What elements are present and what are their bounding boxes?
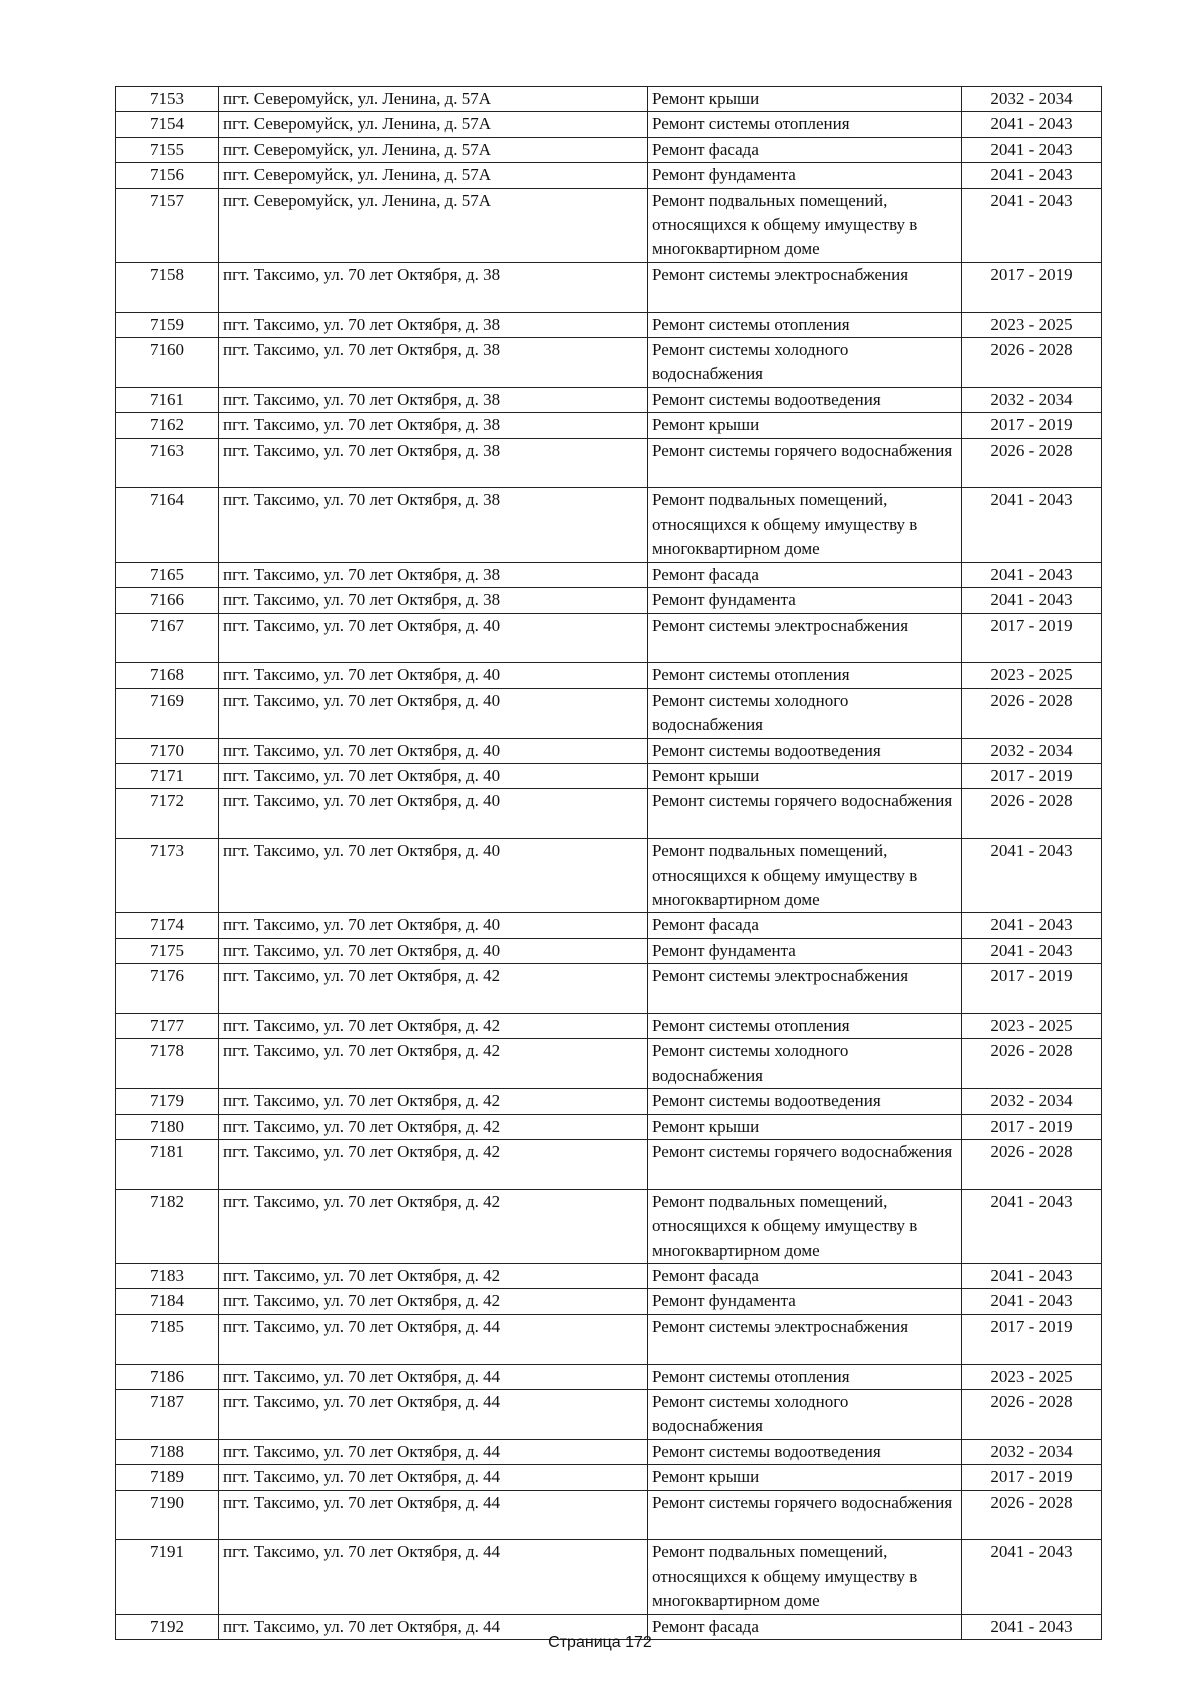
period-cell: 2026 - 2028 <box>962 438 1102 488</box>
period-cell: 2032 - 2034 <box>962 87 1102 112</box>
period-cell: 2041 - 2043 <box>962 562 1102 587</box>
work-type-cell: Ремонт подвальных помещений, относящихся к общему имуществу в многоквартирном доме <box>648 1189 962 1263</box>
period-cell: 2041 - 2043 <box>962 112 1102 137</box>
period-cell: 2017 - 2019 <box>962 964 1102 1014</box>
period-cell: 2032 - 2034 <box>962 387 1102 412</box>
address-cell: пгт. Таксимо, ул. 70 лет Октября, д. 44 <box>219 1364 648 1389</box>
work-type-cell: Ремонт фасада <box>648 1264 962 1289</box>
table-row <box>116 1314 1102 1364</box>
work-type-cell: Ремонт системы горячего водоснабжения <box>648 1139 962 1189</box>
work-type-cell: Ремонт крыши <box>648 87 962 112</box>
work-type-cell: Ремонт системы отопления <box>648 1013 962 1038</box>
period-cell: 2026 - 2028 <box>962 1139 1102 1189</box>
table-row <box>116 1465 1102 1490</box>
work-type-cell: Ремонт крыши <box>648 763 962 788</box>
row-number-cell: 7185 <box>116 1314 219 1364</box>
table-row <box>116 163 1102 188</box>
work-type-cell: Ремонт подвальных помещений, относящихся к общему имуществу в многоквартирном доме <box>648 839 962 913</box>
work-type-cell: Ремонт крыши <box>648 1114 962 1139</box>
work-type-cell: Ремонт крыши <box>648 1465 962 1490</box>
period-cell: 2026 - 2028 <box>962 1490 1102 1540</box>
address-cell: пгт. Таксимо, ул. 70 лет Октября, д. 40 <box>219 613 648 663</box>
work-type-cell: Ремонт системы электроснабжения <box>648 262 962 312</box>
table-row <box>116 964 1102 1014</box>
work-type-cell: Ремонт системы электроснабжения <box>648 1314 962 1364</box>
address-cell: пгт. Северомуйск, ул. Ленина, д. 57А <box>219 163 648 188</box>
row-number-cell: 7176 <box>116 964 219 1014</box>
address-cell: пгт. Таксимо, ул. 70 лет Октября, д. 38 <box>219 312 648 337</box>
work-type-cell: Ремонт системы горячего водоснабжения <box>648 789 962 839</box>
period-cell: 2026 - 2028 <box>962 338 1102 388</box>
row-number-cell: 7169 <box>116 688 219 738</box>
work-type-cell: Ремонт системы водоотведения <box>648 1089 962 1114</box>
work-type-cell: Ремонт системы отопления <box>648 312 962 337</box>
address-cell: пгт. Таксимо, ул. 70 лет Октября, д. 42 <box>219 1139 648 1189</box>
address-cell: пгт. Таксимо, ул. 70 лет Октября, д. 44 <box>219 1439 648 1464</box>
table-row <box>116 1089 1102 1114</box>
table-row <box>116 738 1102 763</box>
address-cell: пгт. Таксимо, ул. 70 лет Октября, д. 44 <box>219 1614 648 1639</box>
table-row <box>116 1490 1102 1540</box>
row-number-cell: 7178 <box>116 1039 219 1089</box>
period-cell: 2026 - 2028 <box>962 688 1102 738</box>
row-number-cell: 7187 <box>116 1390 219 1440</box>
work-type-cell: Ремонт подвальных помещений, относящихся к общему имуществу в многоквартирном доме <box>648 188 962 262</box>
row-number-cell: 7175 <box>116 938 219 963</box>
address-cell: пгт. Таксимо, ул. 70 лет Октября, д. 42 <box>219 1013 648 1038</box>
period-cell: 2026 - 2028 <box>962 789 1102 839</box>
work-type-cell: Ремонт системы отопления <box>648 663 962 688</box>
address-cell: пгт. Северомуйск, ул. Ленина, д. 57А <box>219 112 648 137</box>
table-body <box>116 87 1102 1640</box>
period-cell: 2041 - 2043 <box>962 1189 1102 1263</box>
row-number-cell: 7172 <box>116 789 219 839</box>
table-row <box>116 188 1102 262</box>
address-cell: пгт. Таксимо, ул. 70 лет Октября, д. 42 <box>219 964 648 1014</box>
address-cell: пгт. Таксимо, ул. 70 лет Октября, д. 38 <box>219 562 648 587</box>
table-row <box>116 87 1102 112</box>
period-cell: 2017 - 2019 <box>962 1114 1102 1139</box>
row-number-cell: 7190 <box>116 1490 219 1540</box>
period-cell: 2023 - 2025 <box>962 1364 1102 1389</box>
address-cell: пгт. Таксимо, ул. 70 лет Октября, д. 42 <box>219 1089 648 1114</box>
period-cell: 2017 - 2019 <box>962 1465 1102 1490</box>
work-type-cell: Ремонт фундамента <box>648 1289 962 1314</box>
row-number-cell: 7159 <box>116 312 219 337</box>
row-number-cell: 7158 <box>116 262 219 312</box>
address-cell: пгт. Таксимо, ул. 70 лет Октября, д. 44 <box>219 1465 648 1490</box>
work-type-cell: Ремонт системы водоотведения <box>648 1439 962 1464</box>
address-cell: пгт. Таксимо, ул. 70 лет Октября, д. 44 <box>219 1540 648 1614</box>
work-type-cell: Ремонт фундамента <box>648 588 962 613</box>
period-cell: 2017 - 2019 <box>962 613 1102 663</box>
row-number-cell: 7182 <box>116 1189 219 1263</box>
table-row <box>116 1114 1102 1139</box>
work-type-cell: Ремонт крыши <box>648 413 962 438</box>
address-cell: пгт. Таксимо, ул. 70 лет Октября, д. 42 <box>219 1264 648 1289</box>
row-number-cell: 7192 <box>116 1614 219 1639</box>
period-cell: 2041 - 2043 <box>962 588 1102 613</box>
address-cell: пгт. Северомуйск, ул. Ленина, д. 57А <box>219 188 648 262</box>
table-row <box>116 613 1102 663</box>
row-number-cell: 7174 <box>116 913 219 938</box>
row-number-cell: 7170 <box>116 738 219 763</box>
table-row <box>116 137 1102 162</box>
period-cell: 2041 - 2043 <box>962 1614 1102 1639</box>
table-row <box>116 312 1102 337</box>
table-row <box>116 338 1102 388</box>
row-number-cell: 7165 <box>116 562 219 587</box>
table-row <box>116 1364 1102 1389</box>
address-cell: пгт. Таксимо, ул. 70 лет Октября, д. 38 <box>219 413 648 438</box>
row-number-cell: 7188 <box>116 1439 219 1464</box>
row-number-cell: 7154 <box>116 112 219 137</box>
address-cell: пгт. Таксимо, ул. 70 лет Октября, д. 44 <box>219 1314 648 1364</box>
work-type-cell: Ремонт системы холодного водоснабжения <box>648 1390 962 1440</box>
row-number-cell: 7181 <box>116 1139 219 1189</box>
row-number-cell: 7183 <box>116 1264 219 1289</box>
address-cell: пгт. Таксимо, ул. 70 лет Октября, д. 40 <box>219 789 648 839</box>
address-cell: пгт. Таксимо, ул. 70 лет Октября, д. 40 <box>219 938 648 963</box>
work-type-cell: Ремонт системы горячего водоснабжения <box>648 1490 962 1540</box>
row-number-cell: 7167 <box>116 613 219 663</box>
table-row <box>116 1439 1102 1464</box>
table-row <box>116 913 1102 938</box>
table-row <box>116 763 1102 788</box>
period-cell: 2041 - 2043 <box>962 1264 1102 1289</box>
work-type-cell: Ремонт системы водоотведения <box>648 738 962 763</box>
table-row <box>116 413 1102 438</box>
table-row <box>116 688 1102 738</box>
work-type-cell: Ремонт системы холодного водоснабжения <box>648 338 962 388</box>
address-cell: пгт. Таксимо, ул. 70 лет Октября, д. 40 <box>219 839 648 913</box>
work-type-cell: Ремонт фасада <box>648 562 962 587</box>
period-cell: 2032 - 2034 <box>962 1089 1102 1114</box>
row-number-cell: 7191 <box>116 1540 219 1614</box>
address-cell: пгт. Таксимо, ул. 70 лет Октября, д. 40 <box>219 663 648 688</box>
table-row <box>116 262 1102 312</box>
work-type-cell: Ремонт фасада <box>648 137 962 162</box>
address-cell: пгт. Таксимо, ул. 70 лет Октября, д. 44 <box>219 1490 648 1540</box>
work-type-cell: Ремонт системы отопления <box>648 112 962 137</box>
period-cell: 2041 - 2043 <box>962 188 1102 262</box>
period-cell: 2041 - 2043 <box>962 1540 1102 1614</box>
row-number-cell: 7173 <box>116 839 219 913</box>
row-number-cell: 7156 <box>116 163 219 188</box>
work-type-cell: Ремонт системы отопления <box>648 1364 962 1389</box>
work-type-cell: Ремонт подвальных помещений, относящихся к общему имуществу в многоквартирном доме <box>648 1540 962 1614</box>
table-row <box>116 562 1102 587</box>
row-number-cell: 7162 <box>116 413 219 438</box>
period-cell: 2041 - 2043 <box>962 163 1102 188</box>
row-number-cell: 7186 <box>116 1364 219 1389</box>
address-cell: пгт. Таксимо, ул. 70 лет Октября, д. 38 <box>219 262 648 312</box>
row-number-cell: 7177 <box>116 1013 219 1038</box>
address-cell: пгт. Таксимо, ул. 70 лет Октября, д. 38 <box>219 588 648 613</box>
work-type-cell: Ремонт фундамента <box>648 938 962 963</box>
row-number-cell: 7160 <box>116 338 219 388</box>
row-number-cell: 7157 <box>116 188 219 262</box>
address-cell: пгт. Таксимо, ул. 70 лет Октября, д. 38 <box>219 488 648 562</box>
row-number-cell: 7180 <box>116 1114 219 1139</box>
address-cell: пгт. Таксимо, ул. 70 лет Октября, д. 38 <box>219 387 648 412</box>
table-row <box>116 387 1102 412</box>
period-cell: 2026 - 2028 <box>962 1039 1102 1089</box>
address-cell: пгт. Таксимо, ул. 70 лет Октября, д. 42 <box>219 1114 648 1139</box>
work-type-cell: Ремонт фасада <box>648 913 962 938</box>
table-row <box>116 1013 1102 1038</box>
period-cell: 2041 - 2043 <box>962 137 1102 162</box>
table-row <box>116 112 1102 137</box>
period-cell: 2041 - 2043 <box>962 839 1102 913</box>
table-row <box>116 1039 1102 1089</box>
address-cell: пгт. Таксимо, ул. 70 лет Октября, д. 40 <box>219 688 648 738</box>
work-type-cell: Ремонт фундамента <box>648 163 962 188</box>
address-cell: пгт. Таксимо, ул. 70 лет Октября, д. 42 <box>219 1189 648 1263</box>
table-row <box>116 789 1102 839</box>
row-number-cell: 7189 <box>116 1465 219 1490</box>
address-cell: пгт. Таксимо, ул. 70 лет Октября, д. 44 <box>219 1390 648 1440</box>
row-number-cell: 7155 <box>116 137 219 162</box>
row-number-cell: 7171 <box>116 763 219 788</box>
address-cell: пгт. Таксимо, ул. 70 лет Октября, д. 40 <box>219 738 648 763</box>
period-cell: 2041 - 2043 <box>962 1289 1102 1314</box>
row-number-cell: 7153 <box>116 87 219 112</box>
period-cell: 2023 - 2025 <box>962 312 1102 337</box>
row-number-cell: 7164 <box>116 488 219 562</box>
period-cell: 2032 - 2034 <box>962 738 1102 763</box>
address-cell: пгт. Таксимо, ул. 70 лет Октября, д. 40 <box>219 763 648 788</box>
table-row <box>116 1189 1102 1263</box>
table-row <box>116 938 1102 963</box>
row-number-cell: 7168 <box>116 663 219 688</box>
address-cell: пгт. Таксимо, ул. 70 лет Октября, д. 40 <box>219 913 648 938</box>
table-row <box>116 1540 1102 1614</box>
work-type-cell: Ремонт системы горячего водоснабжения <box>648 438 962 488</box>
period-cell: 2017 - 2019 <box>962 1314 1102 1364</box>
table-row <box>116 588 1102 613</box>
row-number-cell: 7163 <box>116 438 219 488</box>
work-type-cell: Ремонт системы холодного водоснабжения <box>648 688 962 738</box>
address-cell: пгт. Северомуйск, ул. Ленина, д. 57А <box>219 137 648 162</box>
period-cell: 2017 - 2019 <box>962 413 1102 438</box>
period-cell: 2023 - 2025 <box>962 663 1102 688</box>
address-cell: пгт. Таксимо, ул. 70 лет Октября, д. 42 <box>219 1039 648 1089</box>
repair-schedule-table <box>115 86 1102 1640</box>
period-cell: 2041 - 2043 <box>962 938 1102 963</box>
row-number-cell: 7166 <box>116 588 219 613</box>
work-type-cell: Ремонт системы электроснабжения <box>648 613 962 663</box>
table-row <box>116 1139 1102 1189</box>
work-type-cell: Ремонт системы электроснабжения <box>648 964 962 1014</box>
table-row <box>116 438 1102 488</box>
table-row <box>116 488 1102 562</box>
period-cell: 2032 - 2034 <box>962 1439 1102 1464</box>
address-cell: пгт. Таксимо, ул. 70 лет Октября, д. 42 <box>219 1289 648 1314</box>
table-row <box>116 663 1102 688</box>
table-row <box>116 1289 1102 1314</box>
row-number-cell: 7179 <box>116 1089 219 1114</box>
row-number-cell: 7184 <box>116 1289 219 1314</box>
period-cell: 2041 - 2043 <box>962 913 1102 938</box>
period-cell: 2017 - 2019 <box>962 763 1102 788</box>
work-type-cell: Ремонт системы холодного водоснабжения <box>648 1039 962 1089</box>
page-number: Страница 172 <box>548 1634 652 1651</box>
period-cell: 2023 - 2025 <box>962 1013 1102 1038</box>
table-row <box>116 1390 1102 1440</box>
work-type-cell: Ремонт системы водоотведения <box>648 387 962 412</box>
row-number-cell: 7161 <box>116 387 219 412</box>
table-row <box>116 839 1102 913</box>
work-type-cell: Ремонт подвальных помещений, относящихся к общему имуществу в многоквартирном доме <box>648 488 962 562</box>
address-cell: пгт. Таксимо, ул. 70 лет Октября, д. 38 <box>219 438 648 488</box>
period-cell: 2026 - 2028 <box>962 1390 1102 1440</box>
table-row <box>116 1264 1102 1289</box>
work-type-cell: Ремонт фасада <box>648 1614 962 1639</box>
period-cell: 2041 - 2043 <box>962 488 1102 562</box>
address-cell: пгт. Северомуйск, ул. Ленина, д. 57А <box>219 87 648 112</box>
address-cell: пгт. Таксимо, ул. 70 лет Октября, д. 38 <box>219 338 648 388</box>
period-cell: 2017 - 2019 <box>962 262 1102 312</box>
